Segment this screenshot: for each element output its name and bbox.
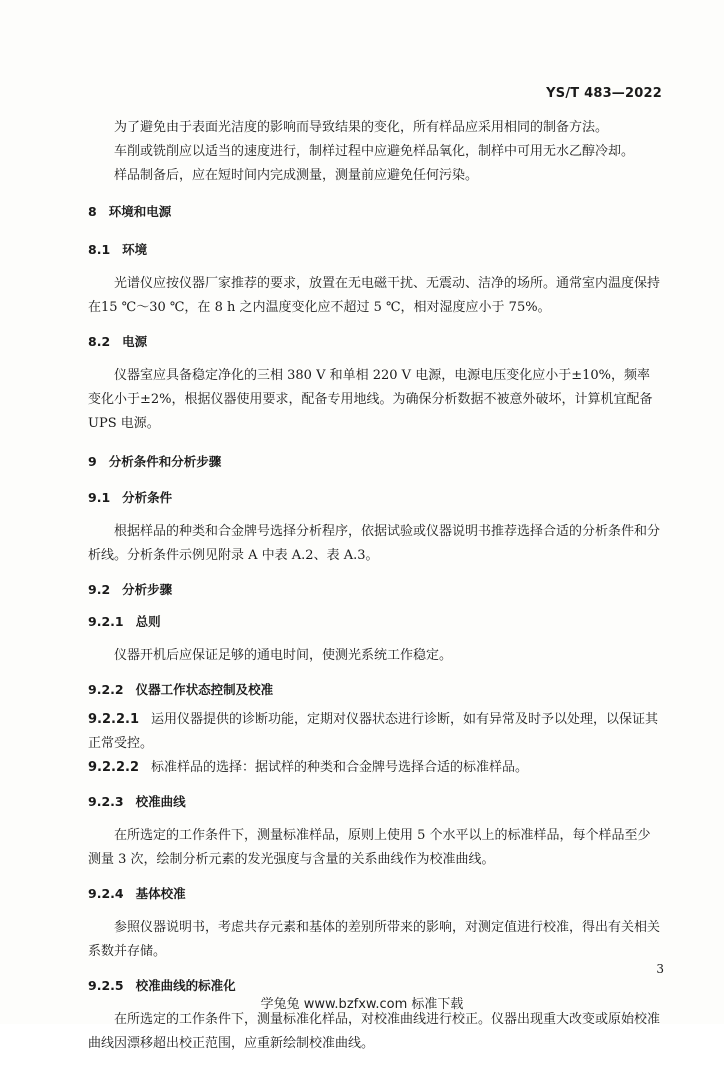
section-heading-9-1 [88,488,662,508]
paragraph: 仪器室应具备稳定净化的三相 380 V 和单相 220 V 电源，电源电压变化应小于±10%，频率变化小于±2%，根据仪器使用要求，配备专用地线。为确保分析数据不被意外破坏，计算机宜配备 UPS 电源。 [88,368,653,431]
section-heading-9-2-2 [88,680,662,700]
paragraph: 光谱仪应按仪器厂家推荐的要求，放置在无电磁干扰、无震动、洁净的场所。通常室内温度保持在15 ℃～30 ℃，在 8 h 之内温度变化应不超过 5 ℃，相对湿度应小于 75%。 [88,276,661,315]
page-content [88,116,662,1068]
clause-9-2-2-2 [88,756,662,780]
section-body-8-2 [88,364,662,436]
section-title: 环境 [122,242,148,257]
section-heading-8-1 [88,240,662,260]
clause-text: 运用仪器提供的诊断功能，定期对仪器状态进行诊断，如有异常及时予以处理，以保证其正常受控。 [88,712,659,751]
section-body-8-1 [88,272,662,320]
clause-9-2-2-1 [88,708,662,756]
section-body-9-1 [88,520,662,568]
standard-number: YS/T 483—2022 [546,86,662,101]
section-title: 仪器工作状态控制及校准 [135,682,274,697]
page-number: 3 [656,962,664,976]
section-title: 电源 [122,334,148,349]
section-number: 8 [88,204,97,219]
section-heading-9-2 [88,580,662,600]
section-title: 分析步骤 [122,582,173,597]
paragraph: 为了避免由于表面光洁度的影响而导致结果的变化，所有样品应采用相同的制备方法。 [114,120,609,135]
section-heading-9-2-4 [88,884,662,904]
footer-watermark: 学兔兔 www.bzfxw.com 标准下载 [260,997,464,1012]
section-title: 总则 [135,614,161,629]
section-title: 基体校准 [135,886,186,901]
paragraph: 参照仪器说明书，考虑共存元素和基体的差别所带来的影响，对测定值进行校准，得出有关相关系数并存储。 [88,920,661,959]
section-number: 9 [88,454,97,469]
section-number: 9.2.5 [88,978,124,993]
section-heading-9-2-1 [88,612,662,632]
section-heading-9 [88,452,662,472]
section-number: 9.1 [88,490,111,505]
section-body-9-2-4 [88,916,662,964]
clause-number: 9.2.2.1 [88,712,139,727]
section-title: 分析条件和分析步骤 [108,454,222,469]
paragraph: 车削或铣削应以适当的速度进行，制样过程中应避免样品氧化，制样中可用无水乙醇冷却。 [114,144,635,159]
section-title: 校准曲线 [135,794,186,809]
section-number: 8.1 [88,242,111,257]
section-number: 9.2.3 [88,794,124,809]
section-title: 分析条件 [122,490,173,505]
section-title: 校准曲线的标准化 [135,978,236,993]
section-heading-9-2-3 [88,792,662,812]
section-body-9-2-1 [88,644,662,668]
clause-number: 9.2.2.2 [88,760,139,775]
section-number: 9.2.1 [88,614,124,629]
intro-block [88,116,662,188]
section-title: 环境和电源 [108,204,172,219]
section-number: 9.2.4 [88,886,124,901]
paragraph: 在所选定的工作条件下，测量标准化样品，对校准曲线进行校正。仪器出现重大改变或原始校准曲线因漂移超出校正范围，应重新绘制校准曲线。 [88,1012,661,1051]
paragraph: 在所选定的工作条件下，测量标准样品，原则上使用 5 个水平以上的标准样品，每个样品至少测量 3 次，绘制分析元素的发光强度与含量的关系曲线作为校准曲线。 [88,828,651,867]
section-body-9-2-3 [88,824,662,872]
paragraph: 仪器开机后应保证足够的通电时间，使测光系统工作稳定。 [114,648,453,663]
paragraph: 根据样品的种类和合金牌号选择分析程序，依据试验或仪器说明书推荐选择合适的分析条件和分析线。分析条件示例见附录 A 中表 A.2、表 A.3。 [88,524,661,563]
section-number: 8.2 [88,334,111,349]
section-body-9-2-5 [88,1008,662,1056]
paragraph: 样品制备后，应在短时间内完成测量，测量前应避免任何污染。 [114,168,479,183]
section-number: 9.2.2 [88,682,124,697]
section-body-9-2-2 [88,708,662,780]
section-number: 9.2 [88,582,111,597]
section-heading-8 [88,202,662,222]
clause-text: 标准样品的选择：据试样的种类和合金牌号选择合适的标准样品。 [151,760,529,775]
section-heading-8-2 [88,332,662,352]
